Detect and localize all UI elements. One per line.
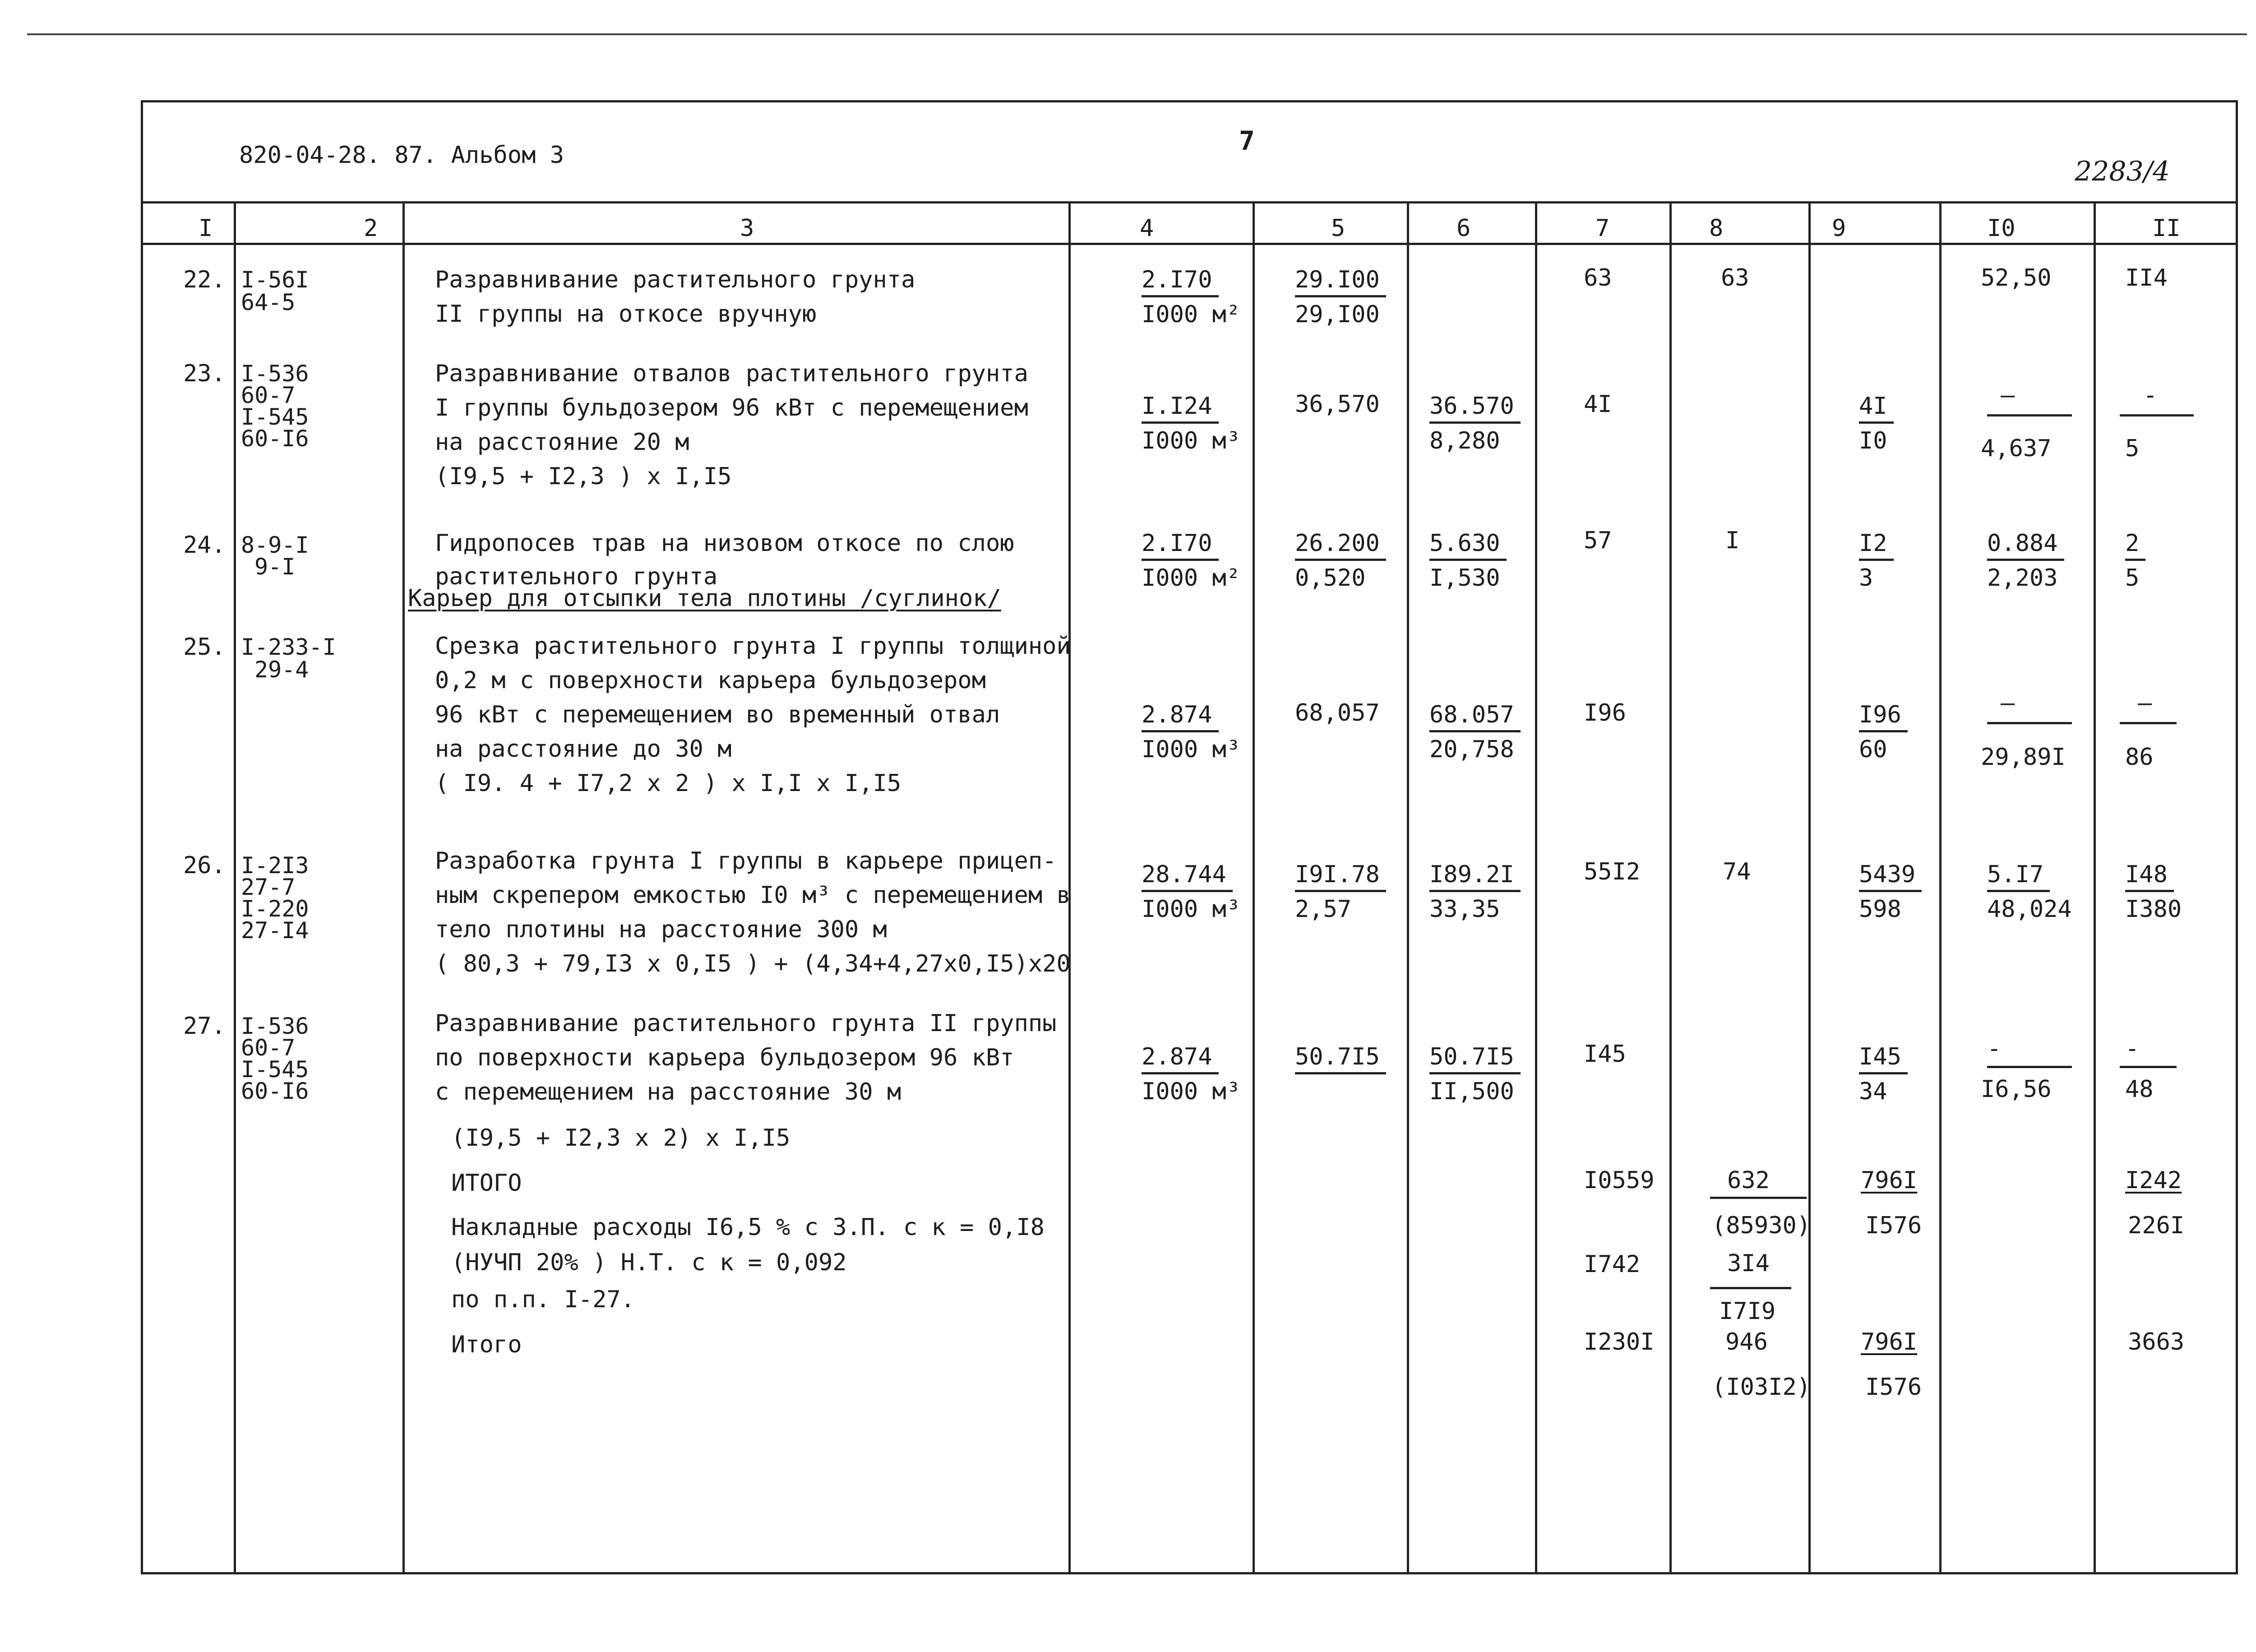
col-sep-5	[1407, 201, 1409, 1573]
col10-value: —	[2001, 689, 2015, 717]
col9-cell: $\frac{I96}{60}$	[1859, 698, 1908, 767]
col10-cell: $\frac{0.884}{2,203}$	[1987, 526, 2064, 595]
col9-cell: $\frac{I2}{3}$	[1859, 526, 1894, 595]
norm-code: 60-I6	[241, 1078, 309, 1104]
norm-code: 60-7	[241, 382, 296, 408]
col10-divider	[1987, 414, 2072, 416]
work-description: II группы на откосе вручную	[435, 301, 817, 328]
norm-code: 8-9-I	[241, 532, 309, 558]
col6-cell: $\frac{36.570}{8,280}$	[1429, 389, 1521, 458]
col7-value: 57	[1584, 527, 1612, 554]
overhead-col9: I576	[1865, 1212, 1922, 1239]
col7-value: 63	[1584, 264, 1612, 292]
col6-cell: $\frac{I89.2I}{33,35}$	[1429, 857, 1521, 926]
col11-divider	[2120, 722, 2177, 724]
overhead-col8-a: (85930)	[1712, 1212, 1811, 1239]
norm-code: 29-4	[254, 657, 309, 683]
col-header-11: II	[2152, 215, 2181, 242]
col9-cell: $\frac{I45}{34}$	[1859, 1040, 1908, 1109]
frame-top	[141, 100, 2238, 102]
frame-left	[141, 100, 143, 1574]
norm-code: I-233-I	[241, 634, 336, 660]
total-col9: 796I	[1861, 1328, 1918, 1356]
overhead-col8-underline	[1710, 1287, 1791, 1289]
unit-cost-cell: 50.7I5	[1295, 1040, 1386, 1074]
col8-value: 63	[1721, 264, 1749, 292]
col-sep-1	[234, 201, 236, 1573]
col-header-8: 8	[1709, 215, 1724, 242]
work-description: Разравнивание растительного грунта	[435, 266, 915, 293]
col-header-2: 2	[364, 215, 378, 242]
work-description: на расстояние 20 м	[435, 429, 689, 456]
work-description: тело плотины на расстояние 300 м	[435, 916, 887, 943]
row-number: 24.	[183, 532, 226, 559]
col10-value: I6,56	[1981, 1076, 2052, 1103]
work-description: Разработка грунта I группы в карьере прицеп-	[435, 847, 1057, 875]
unit-cost-cell: $\frac{29.I00}{29,I00}$	[1295, 263, 1386, 332]
col-header-10: I0	[1987, 215, 2016, 242]
row-number: 26.	[183, 852, 226, 879]
col7-value: 4I	[1584, 391, 1612, 418]
work-description: 0,2 м с поверхности карьера бульдозером	[435, 667, 986, 694]
col-header-1: I	[199, 215, 213, 242]
overhead-col8-b: 3I4	[1727, 1250, 1770, 1277]
norm-code: 27-I4	[241, 917, 309, 944]
work-description: Разравнивание растительного грунта II группы	[435, 1010, 1057, 1037]
col11-cell: $\frac{I48}{I380}$	[2125, 857, 2182, 926]
work-description: ным скрепером емкостью I0 м³ с перемещением в	[435, 882, 1071, 909]
formula-line: (I9,5 + I2,3 x 2) x I,I5	[451, 1124, 791, 1152]
section-heading: Карьер для отсыпки тела плотины /суглинок/	[408, 585, 1001, 612]
col11-divider	[2120, 414, 2194, 416]
total-col11: 3663	[2128, 1328, 2185, 1356]
work-description: Срезка растительного грунта I группы толщиной	[435, 633, 1071, 660]
work-description: ( I9. 4 + I7,2 x 2 ) x I,I x I,I5	[435, 770, 901, 797]
frame-header-bottom	[141, 201, 2238, 204]
col6-cell: $\frac{50.7I5}{II,500}$	[1429, 1040, 1521, 1109]
total-col8-b: (I03I2)	[1712, 1374, 1811, 1401]
col-header-4: 4	[1140, 215, 1154, 242]
col-sep-7	[1669, 201, 1672, 1573]
work-description: 96 кВт с перемещением во временный отвал	[435, 701, 1000, 728]
col-sep-2	[402, 201, 405, 1573]
col11-value: II4	[2125, 264, 2168, 292]
scan-edge-line	[27, 33, 2247, 35]
itogo-label: ИТОГО	[451, 1170, 522, 1197]
total-col8: 946	[1725, 1328, 1768, 1356]
col11-divider	[2120, 1066, 2177, 1068]
norm-code: I-220	[241, 896, 309, 922]
col11-value: 86	[2125, 744, 2154, 771]
total-label: Итого	[451, 1331, 522, 1358]
norm-code: I-56I	[241, 267, 309, 293]
total-col7: I230I	[1584, 1328, 1655, 1356]
norm-code: 60-7	[241, 1035, 296, 1061]
quantity-cell: I.I24 I000 м³	[1142, 389, 1240, 458]
norm-code: 64-5	[241, 289, 296, 315]
overhead-line: по п.п. I-27.	[451, 1286, 635, 1313]
itogo-col11: I242	[2125, 1167, 2182, 1194]
itogo-col8: 632	[1727, 1167, 1770, 1194]
work-description: Разравнивание отвалов растительного грунта	[435, 360, 1028, 387]
work-description: на расстояние до 30 м	[435, 736, 732, 763]
frame-bottom	[143, 1572, 2238, 1574]
quantity-cell: 2.I70 I000 м²	[1142, 263, 1240, 332]
work-description: ( 80,3 + 79,I3 x 0,I5 ) + (4,34+4,27x0,I5)x20	[435, 950, 1071, 977]
sheet-mark: 2283/4	[2075, 156, 2170, 187]
overhead-line: Накладные расходы I6,5 % с З.П. с к = 0,I8	[451, 1214, 1045, 1241]
col-sep-8	[1808, 201, 1811, 1573]
col-sep-9	[1939, 201, 1942, 1573]
row-number: 22.	[183, 266, 226, 293]
frame-colhead-bottom	[141, 243, 2238, 245]
col7-value: I45	[1584, 1041, 1626, 1068]
document-code: 820-04-28. 87. Альбом 3	[239, 142, 564, 169]
col9-cell: $\frac{4I}{I0}$	[1859, 389, 1894, 458]
page-number: 7	[1239, 125, 1255, 156]
col10-value: —	[2001, 382, 2015, 409]
col11-value: -	[2143, 382, 2158, 409]
work-description: (I9,5 + I2,3 ) x I,I5	[435, 463, 732, 490]
itogo-col9: 796I	[1861, 1167, 1918, 1194]
frame-right	[2236, 100, 2238, 1574]
overhead-col8-c: I7I9	[1719, 1298, 1776, 1325]
work-description: растительного грунта	[435, 563, 718, 590]
itogo-col8-underline	[1710, 1197, 1807, 1199]
col6-cell: $\frac{5.630}{I,530}$	[1429, 526, 1507, 595]
unit-cost-cell: $\frac{I9I.78}{2,57}$	[1295, 857, 1386, 926]
row-number: 23.	[183, 360, 226, 387]
quantity-cell: 2.I70 I000 м²	[1142, 526, 1240, 595]
overhead-col7: I742	[1584, 1251, 1641, 1278]
col10-divider	[1987, 1066, 2072, 1068]
norm-code: 60-I6	[241, 426, 309, 452]
row-number: 27.	[183, 1013, 226, 1040]
work-description: с перемещением на расстояние 30 м	[435, 1078, 901, 1106]
col-header-3: 3	[740, 215, 754, 242]
col10-value: -	[1987, 1035, 2002, 1062]
col9-cell: $\frac{5439}{598}$	[1859, 857, 1922, 926]
total-col9-b: I576	[1865, 1374, 1922, 1401]
col-sep-4	[1253, 201, 1255, 1573]
col-sep-6	[1535, 201, 1537, 1573]
col10-value: 52,50	[1981, 264, 2052, 292]
col-header-5: 5	[1331, 215, 1345, 242]
col-sep-10	[2094, 201, 2096, 1573]
col10-cell: $\frac{5.I7}{48,024}$	[1987, 857, 2072, 926]
unit-cost-cell: $\frac{26.200}{0,520}$	[1295, 526, 1386, 595]
col-header-6: 6	[1456, 215, 1471, 242]
col7-value: I96	[1584, 699, 1626, 727]
overhead-col11: 226I	[2128, 1212, 2185, 1239]
norm-code: 9-I	[254, 554, 296, 580]
col10-value: 29,89I	[1981, 744, 2066, 771]
norm-code: 27-7	[241, 874, 296, 900]
norm-code: I-545	[241, 1056, 309, 1083]
work-description: I группы бульдозером 96 кВт с перемещением	[435, 394, 1028, 421]
col11-value: —	[2138, 689, 2152, 717]
col6-cell: $\frac{68.057}{20,758}$	[1429, 698, 1521, 767]
itogo-col7: I0559	[1584, 1167, 1655, 1194]
col-header-9: 9	[1832, 215, 1846, 242]
col7-value: 55I2	[1584, 858, 1641, 885]
col11-value: 48	[2125, 1076, 2154, 1103]
quantity-cell: 2.874 I000 м³	[1142, 1040, 1240, 1109]
row-number: 25.	[183, 634, 226, 661]
col-header-7: 7	[1595, 215, 1610, 242]
work-description: Гидропосев трав на низовом откосе по слою	[435, 530, 1014, 557]
work-description: по поверхности карьера бульдозером 96 кВт	[435, 1044, 1014, 1071]
quantity-cell: 28.744 I000 м³	[1142, 857, 1240, 926]
col11-cell: $\frac{2}{5}$	[2125, 526, 2145, 595]
unit-cost-cell: 68,057	[1295, 699, 1380, 727]
norm-code: I-2I3	[241, 852, 309, 879]
col8-value: 74	[1723, 858, 1751, 885]
col11-value: 5	[2125, 435, 2140, 462]
norm-code: I-545	[241, 404, 309, 430]
col10-divider	[1987, 722, 2072, 724]
overhead-line: (НУЧП 20% ) Н.Т. с к = 0,092	[451, 1249, 847, 1276]
norm-code: I-536	[241, 361, 309, 387]
col11-value: -	[2125, 1035, 2140, 1062]
quantity-cell: 2.874 I000 м³	[1142, 698, 1240, 767]
unit-cost-cell: 36,570	[1295, 391, 1380, 418]
col10-value: 4,637	[1981, 435, 2052, 462]
norm-code: I-536	[241, 1013, 309, 1039]
col8-value: I	[1725, 527, 1740, 554]
